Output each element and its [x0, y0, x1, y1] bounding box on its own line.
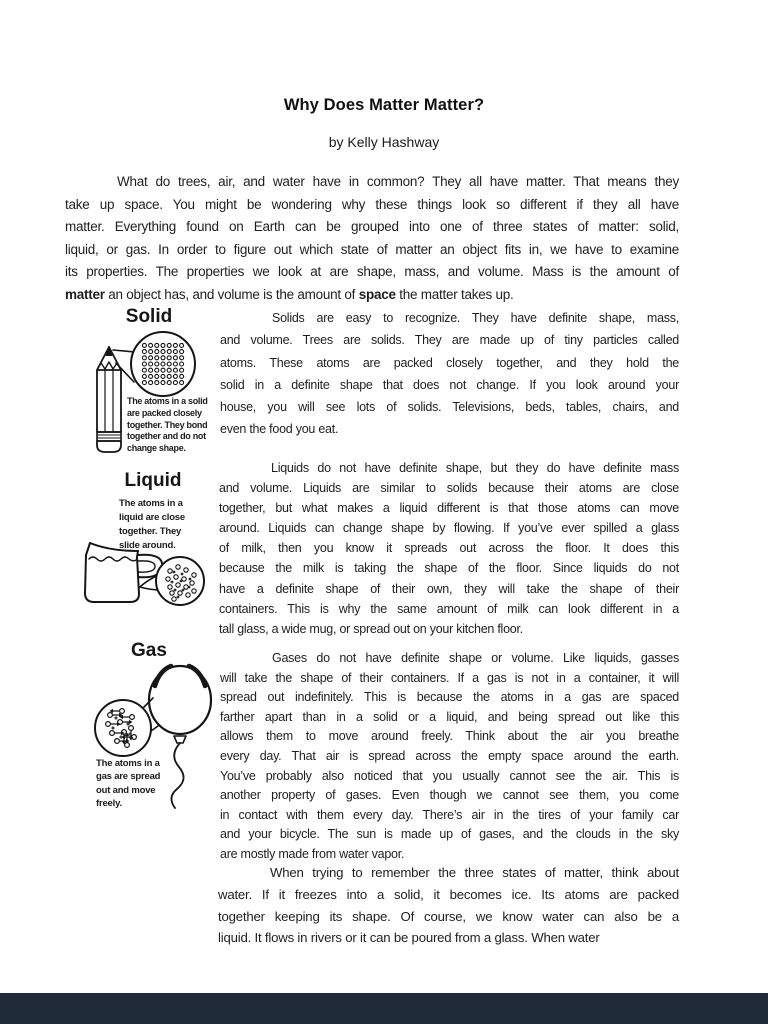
byline: by Kelly Hashway [328, 134, 440, 150]
gas-paragraph: Gases do not have definite shape or volume. Like liquids, gasses will take the shape of their containers. If a gas is not in a container, it will spread out indefinitely. This is because the atoms in a gas are spaced farther apart than in a solid or a liquid, and being spread out like this allows them to move around freely. Think about the air you breathe every day. That air is spread across the empty space around the earth. You’ve probably also noticed that you usually cannot see the air. This is another property of gases. Even though we cannot see them, you come in contact with them every day. There’s air in the tires of your family car and your bicycle. The sun is made up of gases, and the clouds in the sky are mostly made from water vapor. [220, 651, 679, 861]
liquid-caption: The atoms in a liquid are close together. They slide around. [119, 498, 185, 551]
intro-paragraph: What do trees, air, and water have in common? They all have matter. That means they take up space. You might be wondering why these things look so different if they all have matter. Everything found on Earth can be grouped into one of three states of matter: solid, liquid, or gas. In order to figure out which state of matter an object fits in, we have to examine its properties. The properties we look at are shape, mass, and volume. Mass is the amount of matter an object has, and volume is the amount of space the matter takes up. [65, 174, 679, 302]
solid-paragraph: Solids are easy to recognize. They have definite shape, mass, and volume. Trees are solids. They are made up of tiny particles called atoms. These atoms are packed closely together, and they hold the solid in a definite shape that does not change. If you look around your house, you will see lots of solids. Televisions, beds, tables, chairs, and even the food you eat. [220, 311, 679, 437]
solid-heading: Solid [125, 306, 173, 327]
page-title: Why Does Matter Matter? [283, 96, 485, 114]
viewer-footer-bar[interactable] [0, 993, 768, 1024]
closing-paragraph: When trying to remember the three states of matter, think about water. If it freezes into a solid, it becomes ice. Its atoms are packed together keeping its shape. Of course, we know water can also be a liquid. It flows in rivers or it can be poured from a glass. When water [218, 865, 679, 946]
pitcher-with-atoms-magnifier-illustration [82, 535, 210, 615]
liquid-heading: Liquid [124, 470, 182, 491]
solid-caption: The atoms in a solid are packed closely together. They bond together and do not change shape. [127, 396, 208, 454]
liquid-paragraph: Liquids do not have definite shape, but they do have definite mass and volume. Liquids are similar to solids because their atoms are close together, but what makes a liquid different is that those atoms can move around. Liquids can change shape by flowing. If you’ve ever spilled a glass of milk, then you know it spreads out across the floor. It does this because the milk is taking the shape of the floor. Since liquids do not have a definite shape of their own, they will take the shape of their containers. This is why the same amount of milk can look different in a tall glass, a wide mug, or spread out on your kitchen floor. [219, 461, 679, 636]
gas-heading: Gas [131, 640, 167, 661]
gas-caption: The atoms in a gas are spread out and move freely. [96, 758, 161, 810]
